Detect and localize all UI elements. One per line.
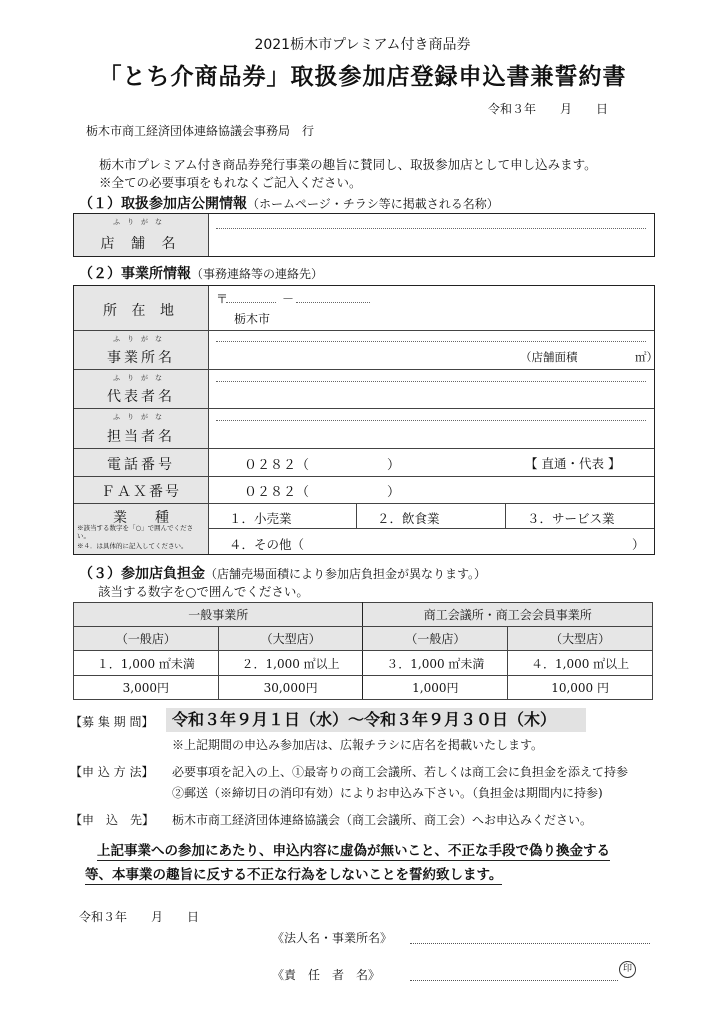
contact-person-label: 担当者名 [107,429,175,445]
store-name-input[interactable] [216,231,646,254]
section3-heading: （３）参加店負担金（店舗売場面積により参加店負担金が異なります。） [79,566,487,582]
fee-group-general: 一般事業所 [74,603,363,627]
header-date: 令和３年 月 日 [488,102,609,116]
method-label: 【申 込 方 法】 [70,765,154,779]
postal-code-2[interactable] [296,302,370,303]
industry-note-1: ※該当する数字を「○」で囲んでください。 [77,524,194,540]
city-text: 栃木市 [234,312,271,326]
postal-mark: 〒 [216,292,229,306]
method-line-1: 必要事項を記入の上、①最寄りの商工会議所、若しくは商工会に負担金を添えて持参 [172,765,629,779]
recruitment-label: 【募 集 期 間】 [70,715,154,729]
destination-text: 栃木市商工経済団体連絡協議会（商工会議所、商工会）へお申込みください。 [172,813,593,827]
representative-input[interactable] [216,385,646,405]
responsible-person-input[interactable] [410,980,618,981]
fee-subheader: （一般店） [74,627,219,651]
representative-label: 代表者名 [107,389,175,405]
industry-other-close: ） [632,537,645,552]
fee-subheader: （大型店） [508,627,653,651]
postal-dash: － [282,292,295,306]
fee-subheader: （大型店） [218,627,363,651]
signature-date: 令和３年 月 日 [79,910,200,924]
company-name-label: 《法人名・事業所名》 [272,931,393,945]
fee-amount: 10,000 円 [508,676,653,700]
industry-note-2: ※４．は具体的に記入してください。 [77,542,188,550]
representative-ruby-line[interactable] [216,381,646,382]
intro-text: 栃木市プレミアム付き商品券発行事業の趣旨に賛同し、取扱参加店として申し込みます。 [99,157,597,172]
fee-table [73,602,653,700]
addressee: 栃木市商工経済団体連絡協議会事務局 行 [86,124,315,138]
contact-person-ruby-line[interactable] [216,420,646,421]
industry-option-other[interactable]: ４．その他（ [229,537,305,552]
section3-instruction: 該当する数字を○で囲んでください。 [98,584,309,599]
industry-option-restaurant[interactable]: ２．飲食業 [377,511,440,526]
store-name-ruby-line[interactable] [216,228,646,229]
fee-amount: 1,000円 [363,676,508,700]
industry-label: 業 種 [113,510,169,526]
seal-mark: 印 [619,961,636,978]
page-title: 「とち介商品券」取扱参加店登録申込書兼誓約書 [98,64,627,90]
office-name-ruby-line[interactable] [216,341,646,342]
section1-heading: （１）取扱参加店公開情報（ホームページ・チラシ等に掲載される名称） [79,196,499,212]
pledge-line-1: 上記事業への参加にあたり、申込内容に虚偽が無いこと、不正な手段で偽り換金する [97,839,610,861]
phone-type[interactable]: 【 直通・代表 】 [525,456,621,471]
store-name-label: ふりがな 店 舗 名 [74,214,209,256]
office-name-input[interactable] [216,346,516,366]
phone-input[interactable]: ０２８２（ ） [244,458,401,473]
company-name-input[interactable] [410,943,650,944]
office-name-label: 事業所名 [107,350,175,366]
pledge-line-2: 等、本事業の趣旨に反する不正な行為をしないことを誓約致します。 [85,863,502,885]
industry-other-input[interactable] [310,534,630,552]
address-label: 所 在 地 [103,303,179,319]
fax-input[interactable]: ０２８２（ ） [244,485,401,500]
fee-subheader: （一般店） [363,627,508,651]
fee-option-2[interactable]: ２．1,000 ㎡以上 [218,651,363,676]
postal-code-1[interactable] [226,302,276,303]
fee-option-3[interactable]: ３．1,000 ㎡未満 [363,651,508,676]
section2-heading: （２）事業所情報（事務連絡等の連絡先） [79,266,324,282]
store-name-box [73,213,655,257]
subtitle: 2021栃木市プレミアム付き商品券 [254,37,471,53]
destination-label: 【申 込 先】 [70,813,155,827]
industry-option-retail[interactable]: １．小売業 [229,511,292,526]
fee-amount: 3,000円 [74,676,219,700]
industry-option-service[interactable]: ３．サービス業 [527,511,615,526]
office-info-box: 所 在 地 〒 － 栃木市 ふりがな 事業所名 （店舗面積 ㎡） ふりがな 代表者名 ふりがな 担当者名 電話番号 ０２８２（ ） 【 直通・代表 】 ＦＡＸ番号 ０２８２（ ） 業 種 ※該当する数字を「○」で囲んでください。 ※４．は具体的に記入してください。 １．小売業 ２．飲食業 ３．サービス業 ４．その他（ ） [73,285,655,555]
fee-amount: 30,000円 [218,676,363,700]
fee-option-1[interactable]: １．1,000 ㎡未満 [74,651,219,676]
intro-note: ※全ての必要事項をもれなくご記入ください。 [99,175,362,190]
recruitment-period: 令和３年９月１日（水）～令和３年９月３０日（木） [166,708,586,732]
method-line-2: ②郵送（※締切日の消印有効）によりお申込み下さい。（負担金は期間内に持参) [172,786,603,800]
fee-option-4[interactable]: ４．1,000 ㎡以上 [508,651,653,676]
store-area-note: （店舗面積 ㎡） [520,350,658,364]
address-input[interactable] [274,310,644,328]
responsible-person-label: 《責 任 者 名》 [272,968,381,982]
fax-label: ＦＡＸ番号 [101,484,181,500]
fee-group-member: 商工会議所・商工会会員事業所 [363,603,653,627]
contact-person-input[interactable] [216,424,646,444]
phone-label: 電話番号 [107,457,175,473]
recruitment-note: ※上記期間の申込み参加店は、広報チラシに店名を掲載いたします。 [172,738,544,752]
